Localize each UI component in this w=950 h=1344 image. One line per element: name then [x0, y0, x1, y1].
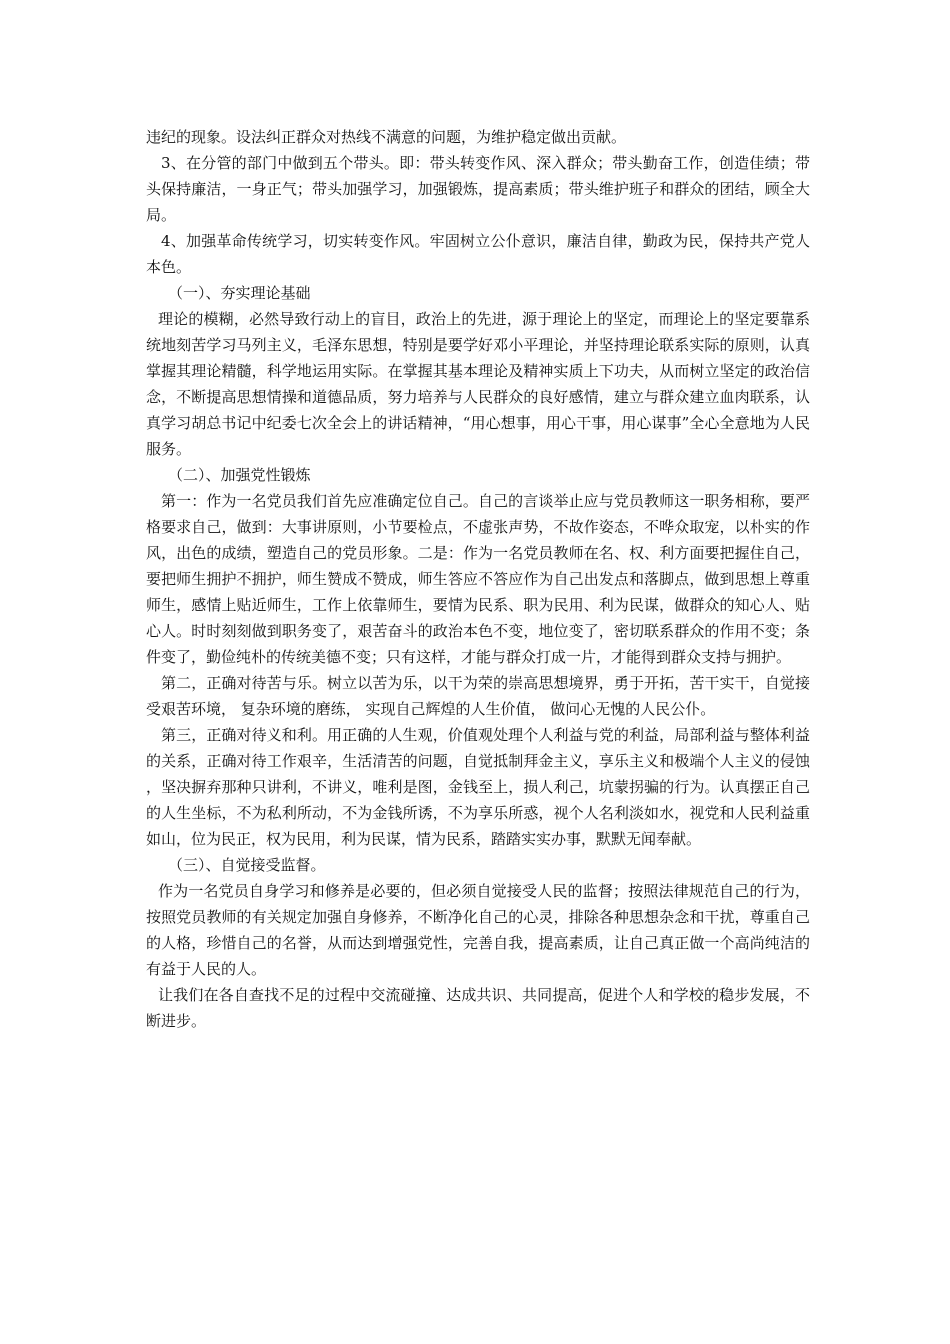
section-heading-3: （三）、自觉接受监督。 — [168, 856, 326, 874]
paragraph-item-4: 4、加强革命传统学习，切实转变作风。牢固树立公仆意识，廉洁自律，勤政为民，保持共产党人本色。 — [146, 232, 810, 276]
paragraph-theory: 理论的模糊，必然导致行动上的盲目，政治上的先进，源于理论上的坚定，而理论上的坚定要靠系统地刻苦学习马列主义，毛泽东思想，特别是要学好邓小平理论，并坚持理论联系实际的原则，认真掌握其理论精髓，科学地运用实际。在掌握其基本理论及精神实质上下功夫，从而树立坚定的政治信念，不断提高思想情操和道德品质，努力培养与人民群众的良好感情，建立与群众建立血肉联系，认真学习胡总书记中纪委七次全会上的讲话精神，“用心想事，用心干事，用心谋事”全心全意地为人民服务。 — [146, 310, 810, 458]
paragraph-second: 第二，正确对待苦与乐。树立以苦为乐，以干为荣的崇高思想境界，勇于开拓，苦干实干，自觉接受艰苦环境， 复杂环境的磨练， 实现自己辉煌的人生价值， 做问心无愧的人民公仆。 — [146, 674, 810, 718]
document-body — [146, 124, 810, 1034]
paragraph-continuation: 违纪的现象。设法纠正群众对热线不满意的问题，为维护稳定做出贡献。 — [146, 128, 627, 146]
paragraph-item-3: 3、在分管的部门中做到五个带头。即：带头转变作风、深入群众；带头勤奋工作，创造佳绩；带头保持廉洁，一身正气；带头加强学习，加强锻炼，提高素质；带头维护班子和群众的团结，顾全大局。 — [146, 154, 810, 224]
paragraph-supervision: 作为一名党员自身学习和修养是必要的，但必须自觉接受人民的监督；按照法律规范自己的行为，按照党员教师的有关规定加强自身修养，不断净化自己的心灵，排除各种思想杂念和干扰，尊重自己的人格，珍惜自己的名誉，从而达到增强党性，完善自我，提高素质，让自己真正做一个高尚纯洁的有益于人民的人。 — [146, 882, 810, 978]
paragraph-first: 第一：作为一名党员我们首先应准确定位自己。自己的言谈举止应与党员教师这一职务相称，要严格要求自己，做到：大事讲原则，小节要检点，不虚张声势，不故作姿态，不哗众取宠，以朴实的作风，出色的成绩，塑造自己的党员形象。二是：作为一名党员教师在名、权、利方面要把握住自己，要把师生拥护不拥护，师生赞成不赞成，师生答应不答应作为自己出发点和落脚点，做到思想上尊重师生，感情上贴近师生，工作上依靠师生，要情为民系、职为民用、利为民谋，做群众的知心人、贴心人。时时刻刻做到职务变了，艰苦奋斗的政治本色不变，地位变了，密切联系群众的作用不变；条件变了，勤俭纯朴的传统美德不变；只有这样，才能与群众打成一片，才能得到群众支持与拥护。 — [146, 492, 810, 666]
paragraph-closing: 让我们在各自查找不足的过程中交流碰撞、达成共识、共同提高，促进个人和学校的稳步发展，不断进步。 — [146, 986, 810, 1030]
paragraph-third: 第三，正确对待义和利。用正确的人生观，价值观处理个人利益与党的利益，局部利益与整体利益的关系，正确对待工作艰辛，生活清苦的问题，自觉抵制拜金主义，享乐主义和极端个人主义的侵蚀，坚决摒弃那种只讲利，不讲义，唯利是图，金钱至上，损人利己，坑蒙拐骗的行为。认真摆正自己的人生坐标，不为私利所动，不为金钱所诱，不为享乐所惑，视个人名利淡如水，视党和人民利益重如山，位为民正，权为民用，利为民谋，情为民系，踏踏实实办事，默默无闻奉献。 — [146, 726, 810, 848]
section-heading-1: （一）、夯实理论基础 — [168, 284, 311, 302]
section-heading-2: （二）、加强党性锻炼 — [168, 466, 311, 484]
